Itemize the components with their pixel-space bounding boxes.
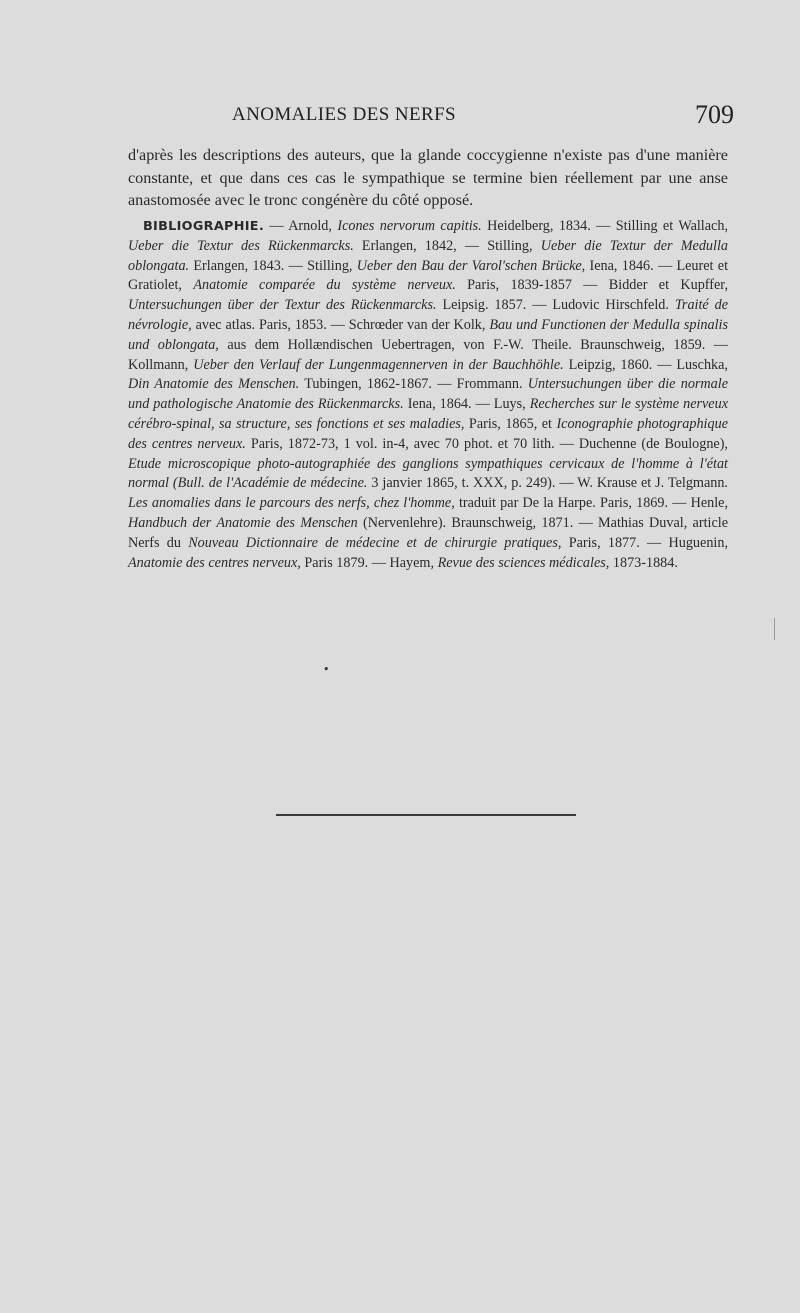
citation-text: 1873-1884. bbox=[609, 554, 678, 571]
citation-title: Anatomie des centres nerveux, bbox=[128, 554, 301, 571]
ink-mark: • bbox=[323, 663, 330, 676]
citation-text: Iena, 1864. — Luys, bbox=[403, 396, 530, 413]
citation-title: Revue des sciences médicales, bbox=[437, 554, 610, 571]
citation-title: Les anomalies dans le parcours des nerfs, chez l'homme, bbox=[128, 495, 455, 512]
citation-title: Iconographie photographique des centres nerveux. bbox=[128, 415, 728, 452]
intro-paragraph: d'après les descriptions des auteurs, que la glande coccygienne n'existe pas d'une manière constante, et que dans ces cas le sympathique se termine bien réellement par une anse anastomosée avec le tronc congénère du côté opposé. bbox=[128, 146, 728, 209]
citation-title: Ueber die Textur des Rückenmarcks. bbox=[128, 237, 354, 254]
citation-title: Untersuchungen über der Textur des Rückenmarcks. bbox=[128, 297, 437, 314]
citation-text: traduit par De la Harpe. Paris, 1869. — Henle, bbox=[454, 495, 729, 512]
citation-text: Tubingen, 1862-1867. — Frommann. bbox=[299, 376, 528, 393]
citation-text: Erlangen, 1842, — Stilling, bbox=[353, 237, 541, 254]
end-rule bbox=[276, 814, 576, 816]
citation-text: Erlangen, 1843. — Stilling, bbox=[189, 257, 357, 274]
citation-title: Recherches sur le système nerveux cérébro-spinal, sa structure, ses fonctions et ses maladies, bbox=[128, 396, 728, 432]
citation-title: Ueber die Textur der Medulla oblongata. bbox=[128, 237, 729, 274]
citation-title: Anatomie comparée du système nerveux. bbox=[193, 277, 456, 294]
citation-text: Leipzig, 1860. — Luschka, bbox=[563, 356, 728, 373]
citation-text: Leipsig. 1857. — Ludovic Hirschfeld. bbox=[436, 297, 675, 314]
citation-text: 3 janvier 1865, t. XXX, p. 249). — W. Krause et J. Telgmann. bbox=[367, 475, 728, 492]
citation-title: Ueber den Verlauf der Lungenmagennerven in der Bauchhöhle. bbox=[193, 356, 564, 373]
citation-title: Bau und Functionen der Medulla spinalis und oblongata, bbox=[128, 316, 729, 353]
page-number: 709 bbox=[695, 100, 734, 129]
citation-text: Iena, 1846. — Leuret et Gratiolet, bbox=[128, 257, 729, 294]
bibliography-body bbox=[128, 218, 728, 571]
bibliography-paragraph bbox=[128, 217, 728, 573]
citation-text: avec atlas. Paris, 1853. — Schrœder van der Kolk, bbox=[191, 316, 490, 333]
running-title: ANOMALIES DES NERFS bbox=[232, 104, 457, 125]
citation-text: — Arnold, bbox=[263, 218, 338, 234]
citation-text: (Nervenlehre). Braunschweig, 1871. — Mathias Duval, article Nerfs du bbox=[128, 514, 728, 551]
citation-text: Paris, 1877. — Huguenin, bbox=[561, 534, 728, 551]
citation-title: Icones nervorum capitis. bbox=[337, 218, 482, 234]
citation-text: aus dem Hollændischen Uebertragen, von F.-W. Theile. Braunschweig, 1859. — Kollmann, bbox=[128, 336, 728, 373]
citation-text: Paris, 1865, et bbox=[464, 415, 557, 432]
citation-title: Untersuchungen über die normale und pathologische Anatomie des Rückenmarcks. bbox=[128, 376, 729, 413]
margin-mark bbox=[774, 618, 775, 640]
bibliography-heading: BIBLIOGRAPHIE. bbox=[143, 219, 264, 234]
citation-title: Traité de névrologie, bbox=[128, 297, 728, 333]
citation-title: Nouveau Dictionnaire de médecine et de chirurgie pratiques, bbox=[188, 534, 562, 551]
citation-title: Etude microscopique photo-autographiée des ganglions sympathiques cervicaux de l'homme à l'état normal (Bull. de l'Académie de médecine. bbox=[128, 455, 728, 492]
citation-title: Ueber den Bau der Varol'schen Brücke, bbox=[356, 257, 586, 274]
citation-text: Paris, 1872-73, 1 vol. in-4, avec 70 phot. et 70 lith. — Duchenne (de Boulogne), bbox=[245, 435, 728, 452]
citation-title: Handbuch der Anatomie des Menschen bbox=[128, 514, 358, 531]
citation-text: Paris 1879. — Hayem, bbox=[300, 554, 438, 571]
citation-title: Din Anatomie des Menschen. bbox=[128, 376, 300, 393]
running-head bbox=[0, 100, 800, 134]
citation-text: Paris, 1839-1857 — Bidder et Kupffer, bbox=[455, 277, 728, 294]
citation-text: Heidelberg, 1834. — Stilling et Wallach, bbox=[481, 218, 728, 234]
